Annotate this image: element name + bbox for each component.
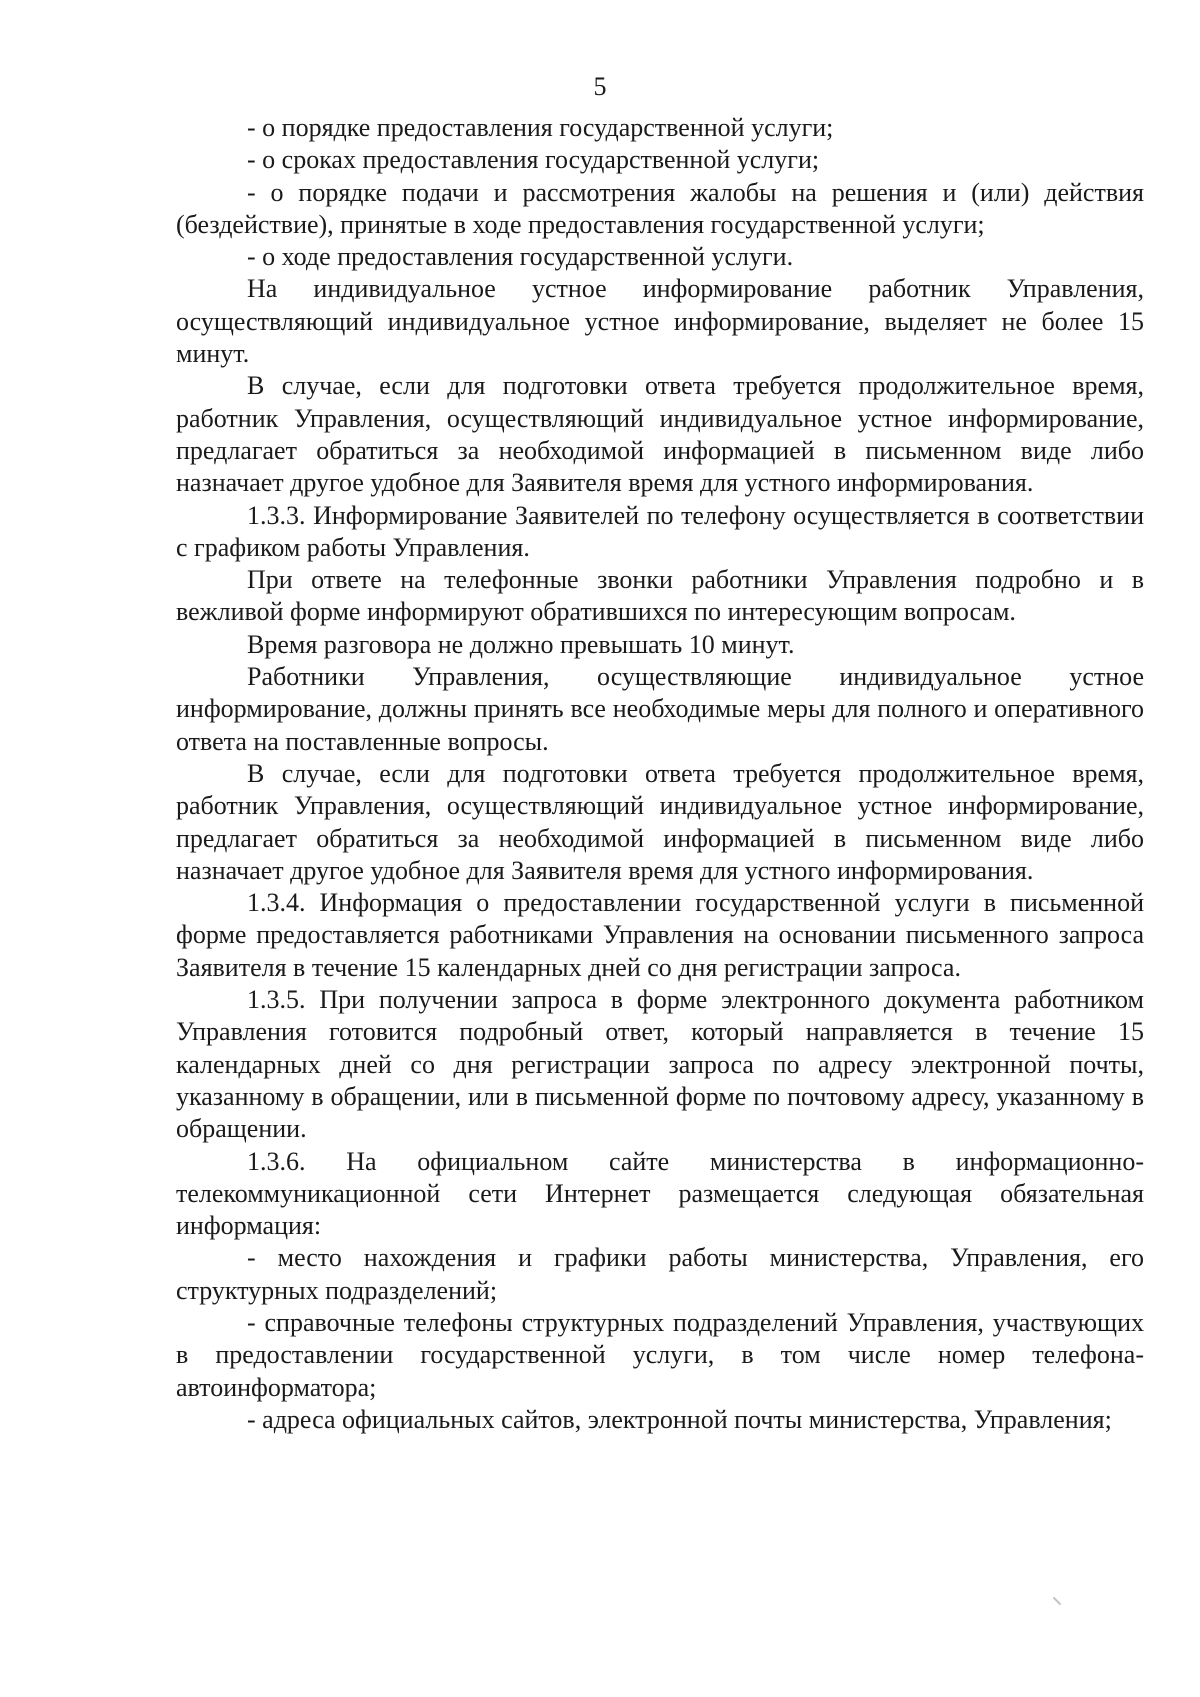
paragraph: На индивидуальное устное информирование работник Управления, осуществляющий индивидуальное устное информирование, выделяет не более 15 минут.: [176, 274, 1144, 369]
paragraph: - о порядке подачи и рассмотрения жалобы на решения и (или) действия (бездействие), принятые в ходе предоставления государственной услуги;: [176, 177, 1144, 239]
scan-speck: [1053, 1597, 1061, 1605]
paragraph: - адреса официальных сайтов, электронной почты министерства, Управления;: [247, 1404, 1112, 1434]
paragraph: Время разговора не должно превышать 10 минут.: [247, 629, 795, 659]
paragraph: 1.3.3. Информирование Заявителей по телефону осуществляется в соответствии с графиком работы Управления.: [176, 500, 1144, 562]
paragraph: В случае, если для подготовки ответа требуется продолжительное время, работник Управления, осуществляющий индивидуальное устное информирование, предлагает обратиться за необходимой информацией в письменном виде либо назначает другое удобное для Заявителя время для устного информирования.: [176, 758, 1144, 885]
paragraph: - место нахождения и графики работы министерства, Управления, его структурных подразделений;: [176, 1243, 1144, 1305]
paragraph: 1.3.5. При получении запроса в форме электронного документа работником Управления готовится подробный ответ, который направляется в течение 15 календарных дней со дня регистрации запроса по адресу электронной почты, указанному в обращении, или в письменной форме по почтовому адресу, указанному в обращении.: [176, 985, 1144, 1144]
paragraph: 1.3.4. Информация о предоставлении государственной услуги в письменной форме предоставляется работниками Управления на основании письменного запроса Заявителя в течение 15 календарных дней со дня регистрации запроса.: [176, 888, 1144, 982]
paragraph: При ответе на телефонные звонки работники Управления подробно и в вежливой форме информируют обратившихся по интересующим вопросам.: [176, 565, 1144, 627]
paragraph: - справочные телефоны структурных подразделений Управления, участвующих в предоставлении государственной услуги, в том числе номер телефона-автоинформатора;: [176, 1307, 1144, 1402]
document-body: [176, 112, 1144, 1436]
paragraph: - о ходе предоставления государственной услуги.: [247, 242, 794, 272]
page-number: 5: [593, 72, 607, 101]
paragraph: 1.3.6. На официальном сайте министерства в информационно-телекоммуникационной сети Интернет размещается следующая обязательная информация:: [176, 1146, 1144, 1241]
paragraph: Работники Управления, осуществляющие индивидуальное устное информирование, должны принять все необходимые меры для полного и оперативного ответа на поставленные вопросы.: [176, 662, 1144, 756]
paragraph: - о порядке предоставления государственной услуги;: [247, 113, 834, 142]
paragraph: - о сроках предоставления государственной услуги;: [247, 145, 820, 175]
paragraph: В случае, если для подготовки ответа требуется продолжительное время, работник Управления, осуществляющий индивидуальное устное информирование, предлагает обратиться за необходимой информацией в письменном виде либо назначает другое удобное для Заявителя время для устного информирования.: [176, 371, 1144, 498]
